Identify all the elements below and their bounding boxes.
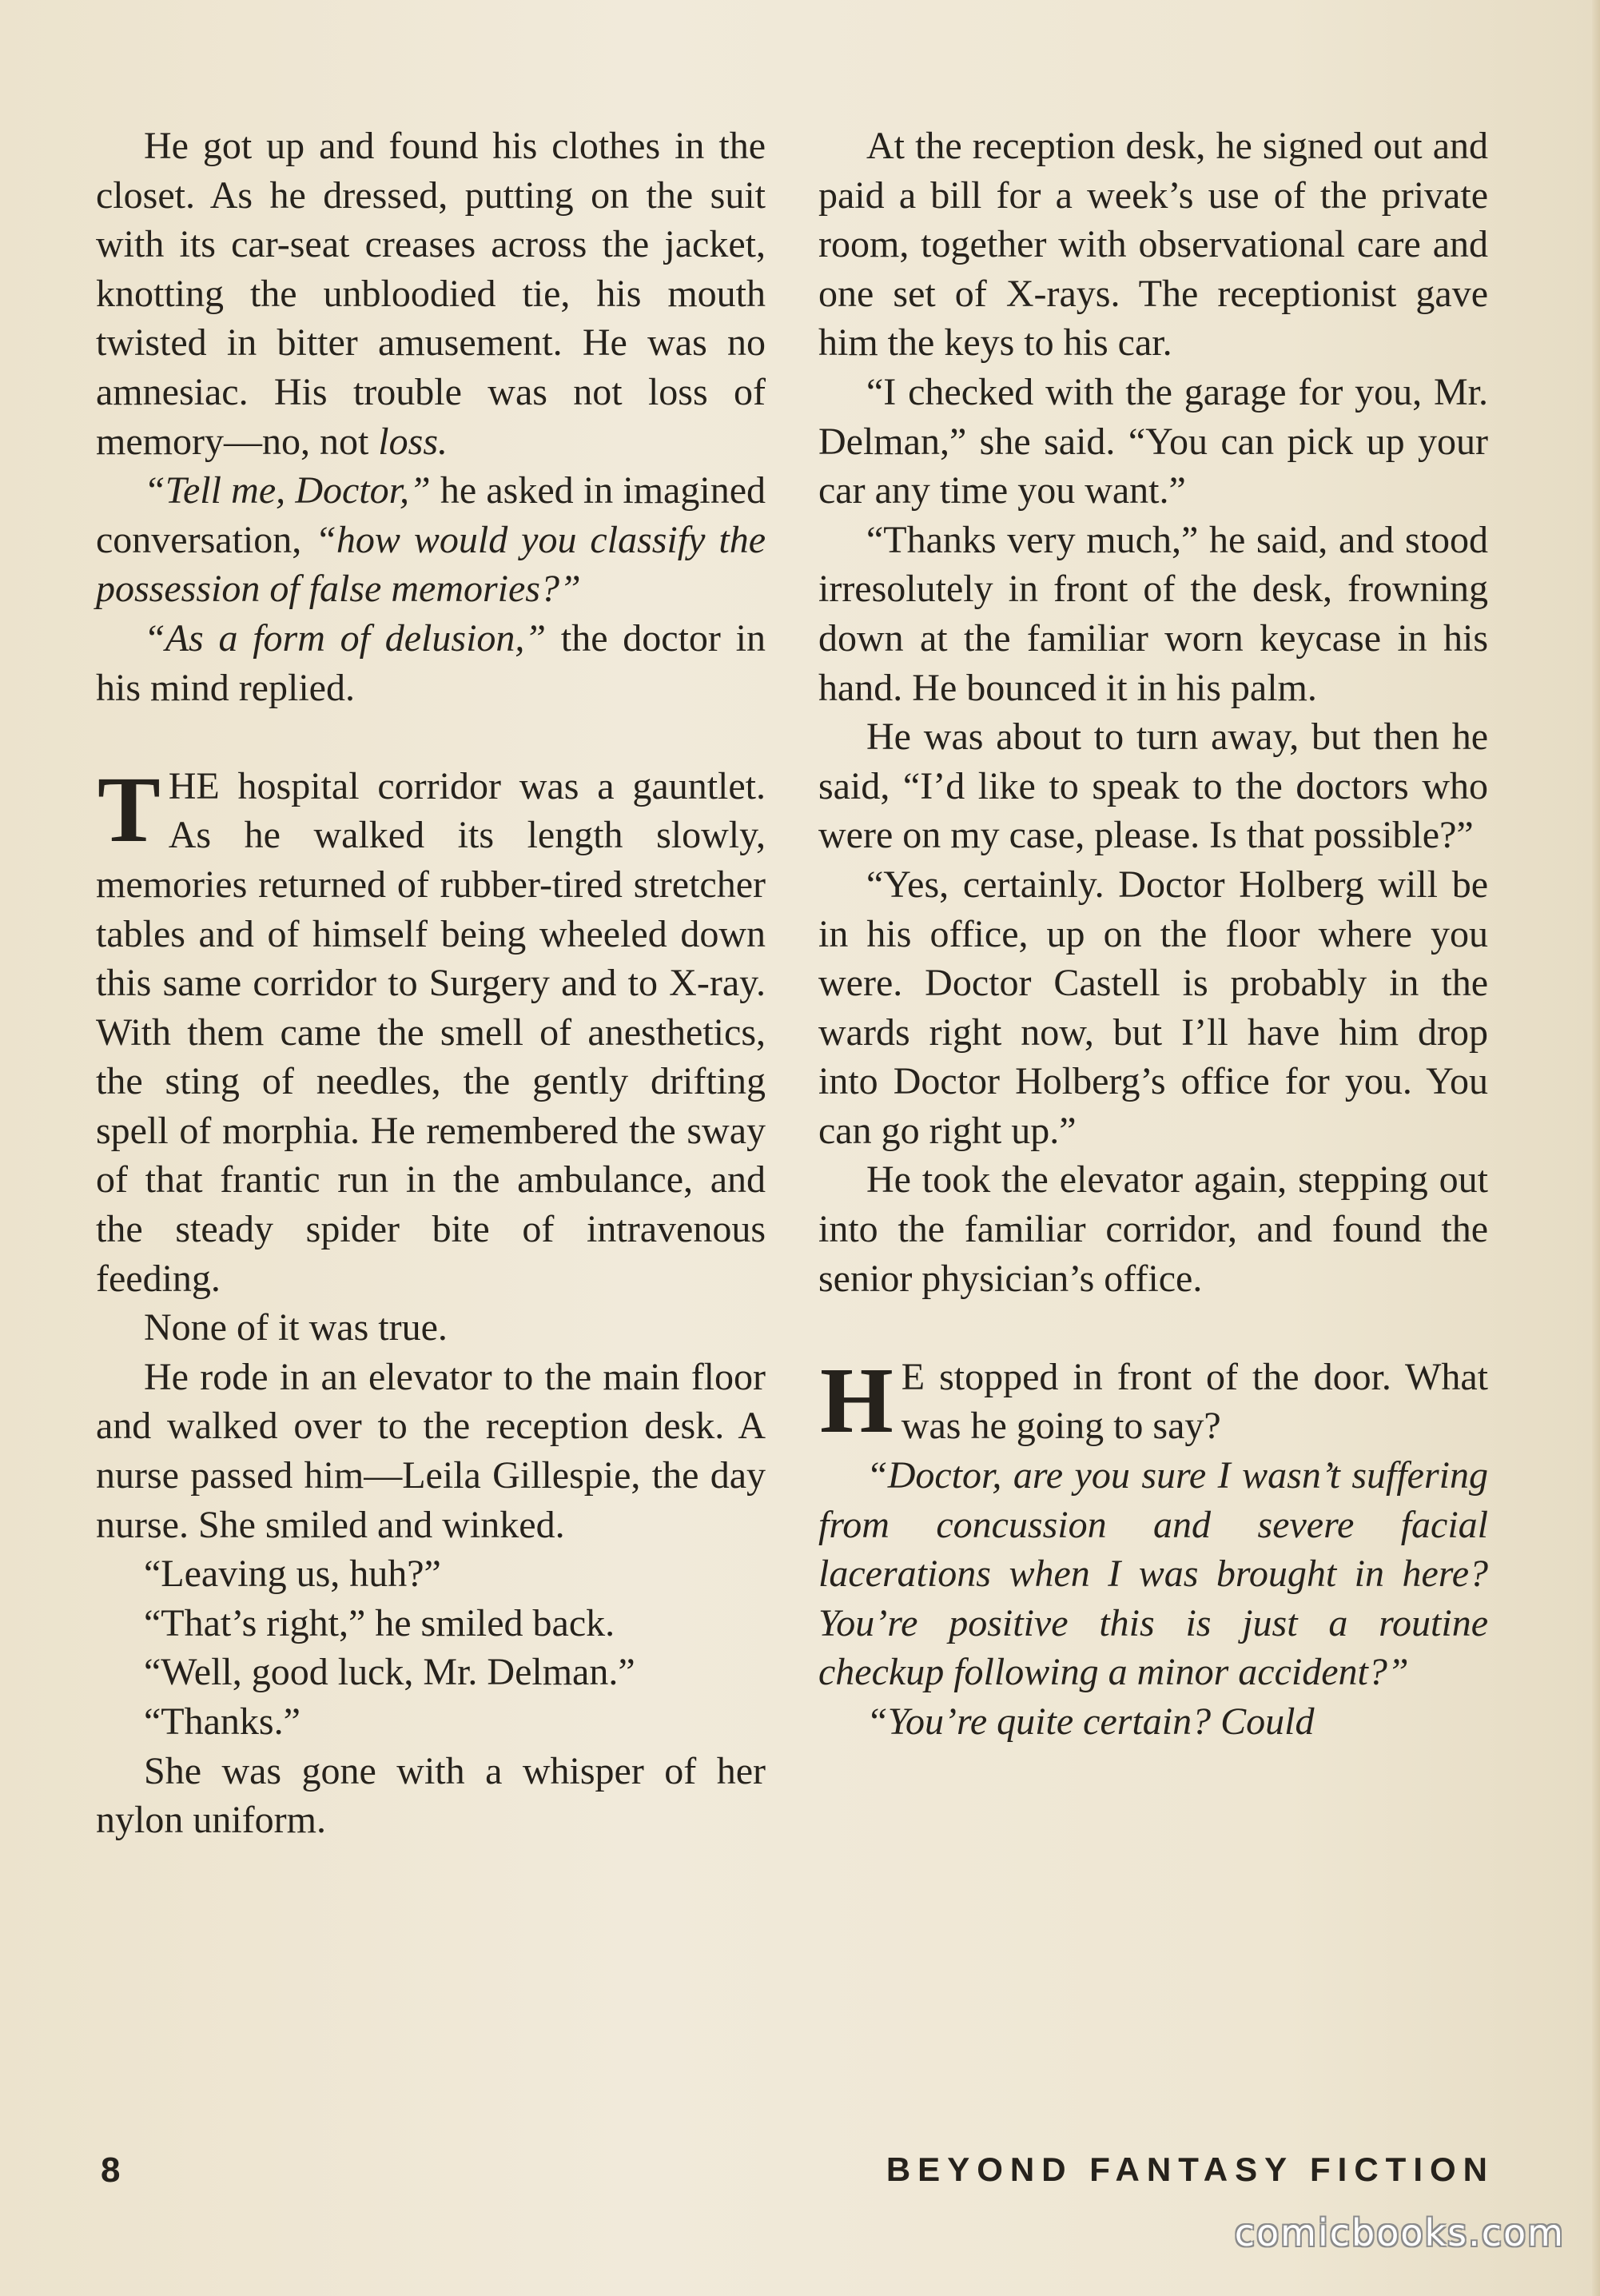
paragraph-text: HE hospital corridor was a gauntlet. As he walked its length slowly, memories returned of rubber-tired stretcher tables and of himself being wheeled down this same corridor to Surgery and to X-ray. With them came the smell of anesthetics, the sting of needles, the gently drifting spell of morphia. He remembered the sway of that frantic run in the ambulance, and the steady spider bite of intravenous feeding. — [96, 764, 766, 1300]
paragraph: “Yes, certainly. Doctor Holberg will be in his office, up on the floor where you were. Doctor Castell is probably in the wards right now, but I’ll have him drop into Doctor Holberg’s office for you. You can go right up.” — [818, 863, 1488, 1152]
paragraph — [96, 614, 766, 712]
drop-cap: H — [820, 1347, 894, 1453]
italic-dialogue: “Tell me, Doctor,” — [144, 469, 431, 512]
paragraph: “Well, good luck, Mr. Delman.” — [144, 1651, 635, 1694]
emphasized-word: loss. — [378, 420, 448, 463]
paragraph: He rode in an elevator to the main floor and walked over to the reception desk. A nurse passed him—Leila Gillespie, the day nurse. She smiled and winked. — [96, 1355, 766, 1546]
paragraph-text: the doctor in his mind replied. — [96, 616, 766, 709]
italic-paragraph: “You’re quite certain? Could — [866, 1700, 1315, 1743]
paragraph: At the reception desk, he signed out and paid a bill for a week’s use of the private room, together with observational care and one set of X-rays. The receptionist gave him the keys to his car. — [818, 125, 1488, 365]
page-number: 8 — [101, 2151, 121, 2190]
section-opening-paragraph — [96, 756, 766, 1304]
paragraph: “Thanks.” — [144, 1700, 300, 1743]
italic-dialogue: “how would you classify the possession of false memories?” — [96, 518, 766, 611]
paragraph: He was about to turn away, but then he said, “I’d like to speak to the doctors who were on my case, please. Is that possible?” — [818, 716, 1488, 857]
paragraph: “Leaving us, huh?” — [144, 1553, 441, 1596]
left-text-column — [96, 122, 766, 1845]
paragraph: “That’s right,” he smiled back. — [144, 1601, 615, 1644]
italic-paragraph: “Doctor, are you sure I wasn’t suffering from concussion and severe facial lacerations when I was brought in here? You’re positive this is just a routine checkup following a minor accident?” — [818, 1454, 1488, 1694]
paragraph: She was gone with a whisper of her nylon uniform. — [96, 1749, 766, 1842]
page-footer — [101, 2151, 1495, 2198]
italic-dialogue: “As a form of delusion,” — [144, 616, 547, 660]
paragraph: None of it was true. — [144, 1306, 448, 1349]
paragraph-text: E stopped in front of the door. What was he going to say? — [901, 1355, 1488, 1448]
paragraph-text: he asked in imagined conversation, — [96, 469, 766, 561]
page-edge — [1592, 0, 1600, 2296]
right-text-column — [818, 122, 1488, 1747]
running-title: BEYOND FANTASY FICTION — [886, 2151, 1495, 2188]
paragraph-text: He got up and found his clothes in the closet. As he dressed, putting on the suit with its car-seat creases across the jacket, knotting the unbloodied tie, his mouth twisted in bitter amusement. He was no amnesiac. His trouble was not loss of memory—no, not — [96, 125, 766, 463]
paragraph: “I checked with the garage for you, Mr. Delman,” she said. “You can pick up your car any time you want.” — [818, 370, 1488, 512]
paragraph — [96, 466, 766, 614]
paragraph — [96, 122, 766, 466]
paragraph: “Thanks very much,” he said, and stood irresolutely in front of the desk, frowning down at the familiar worn keycase in his hand. He bounced it in his palm. — [818, 518, 1488, 709]
section-opening-paragraph — [818, 1347, 1488, 1453]
paragraph: He took the elevator again, stepping out into the familiar corridor, and found the senior physician’s office. — [818, 1158, 1488, 1300]
drop-cap: T — [98, 756, 161, 862]
site-watermark: comicbooks.com — [1234, 2211, 1565, 2254]
